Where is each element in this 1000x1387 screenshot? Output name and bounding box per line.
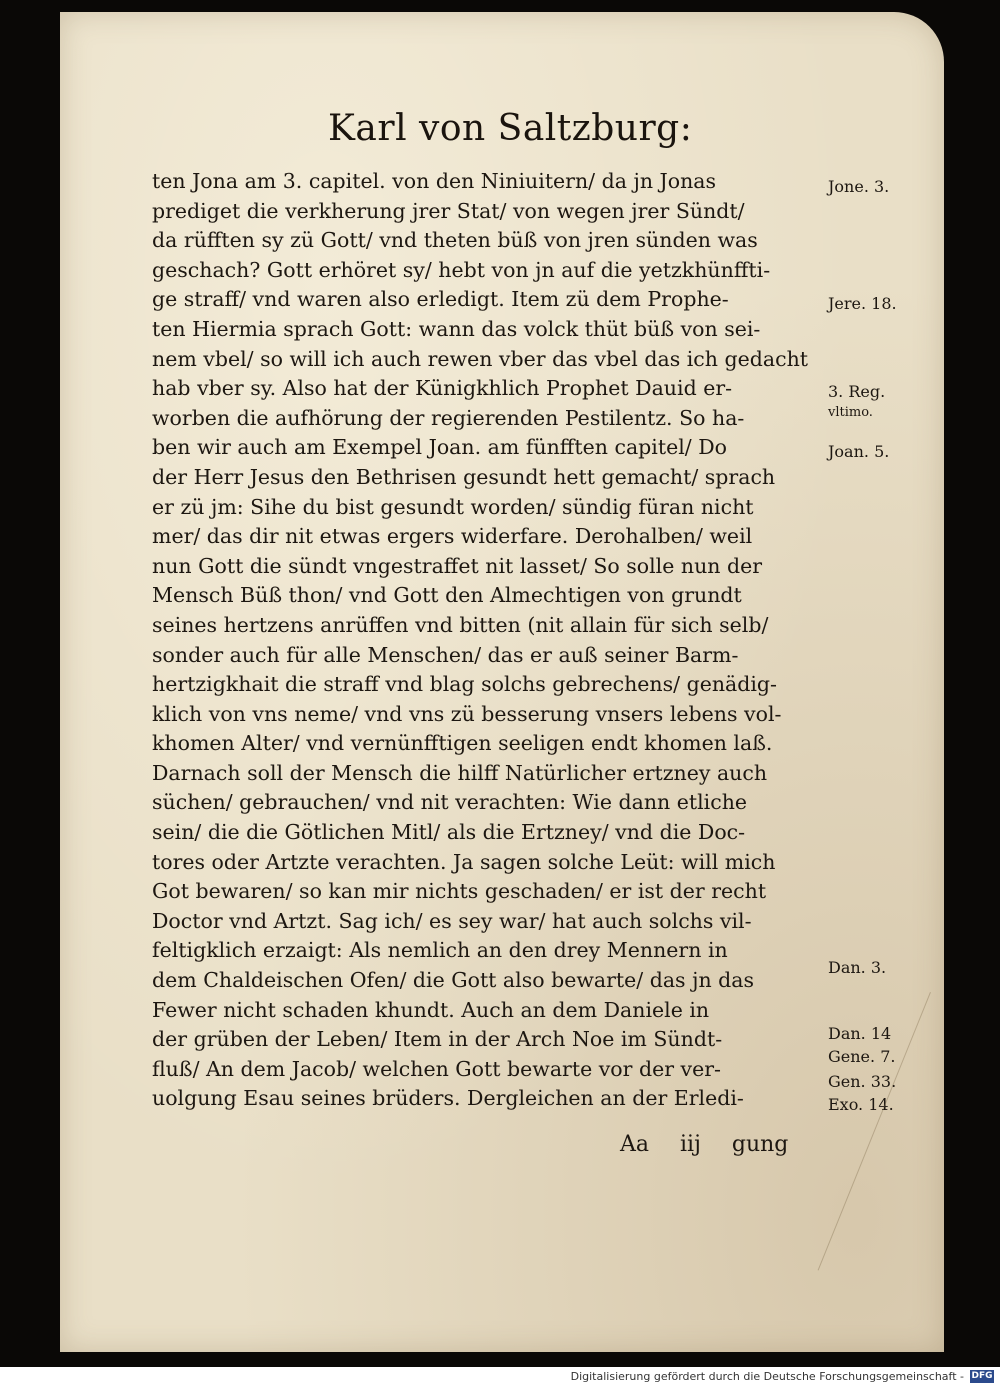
book-page (60, 12, 944, 1352)
margin-note: Gene. 7. (828, 1047, 896, 1066)
dfg-logo: DFG (971, 1371, 993, 1381)
margin-note: Gen. 33. (828, 1072, 897, 1091)
margin-note: vltimo. (828, 405, 873, 420)
text-line: ben wir auch am Exempel Joan. am fünfften capitel/ Do (152, 435, 727, 460)
margin-note: Dan. 3. (828, 958, 887, 977)
digitization-credit: Digitalisierung gefördert durch die Deutsche Forschungsgemeinschaft - (570, 1370, 964, 1383)
text-line: sonder auch für alle Menschen/ das er auß seiner Barm- (152, 642, 739, 667)
margin-note: Jone. 3. (828, 177, 890, 196)
text-line: geschach? Gott erhöret sy/ hebt von jn auf die yetzkhünffti- (152, 257, 771, 282)
text-line: seines hertzens anrüffen vnd bitten (nit allain für sich selb/ (152, 612, 769, 637)
text-line: er zü jm: Sihe du bist gesundt worden/ sündig füran nicht (152, 494, 754, 519)
text-line: da rüfften sy zü Gott/ vnd theten büß von jren sünden was (152, 228, 758, 253)
text-line: ten Jona am 3. capitel. von den Niniuitern/ da jn Jonas (152, 169, 717, 193)
text-line: sein/ die die Götlichen Mitl/ als die Ertzney/ vnd die Doc- (152, 820, 746, 845)
margin-note: Dan. 14 (828, 1024, 892, 1043)
text-line: khomen Alter/ vnd vernünfftigen seeligen endt khomen laß. (152, 731, 773, 756)
text-line: Mensch Büß thon/ vnd Gott den Almechtigen von grundt (152, 583, 742, 608)
text-line: hertzigkhait die straff vnd blag solchs gebrechens/ genädig- (152, 672, 777, 697)
text-line: Darnach soll der Mensch die hilff Natürlicher ertzney auch (152, 760, 768, 785)
text-line: tores oder Artzte verachten. Ja sagen solche Leüt: will mich (152, 849, 776, 874)
text-line: hab vber sy. Also hat der Künigkhlich Prophet Dauid er- (152, 376, 733, 401)
text-line: worben die aufhörung der regierenden Pestilentz. So ha- (152, 405, 745, 430)
margin-note: 3. Reg. (828, 382, 886, 401)
margin-note: Joan. 5. (828, 442, 890, 461)
text-line: der grüben der Leben/ Item in der Arch Noe im Sündt- (152, 1027, 723, 1052)
body-text (152, 167, 832, 1114)
text-line: nun Gott die sündt vngestraffet nit lasset/ So solle nun der (152, 553, 763, 578)
text-line: feltigklich erzaigt: Als nemlich an den drey Mennern in (152, 938, 728, 963)
margin-note: Jere. 18. (828, 294, 897, 313)
text-line: Doctor vnd Artzt. Sag ich/ es sey war/ hat auch solchs vil- (152, 908, 752, 933)
page-header: Karl von Saltzburg: (328, 108, 693, 149)
text-line: der Herr Jesus den Bethrisen gesundt hett gemacht/ sprach (152, 464, 776, 489)
text-line: prediget die verkherung jrer Stat/ von wegen jrer Sündt/ (152, 198, 745, 223)
signature-line (620, 1132, 788, 1157)
text-line: mer/ das dir nit etwas ergers widerfare. Derohalben/ weil (152, 524, 753, 549)
text-line: ge straff/ vnd waren also erledigt. Item zü dem Prophe- (152, 287, 729, 312)
text-line: ten Hiermia sprach Gott: wann das volck thüt büß von sei- (152, 316, 761, 341)
text-line: uolgung Esau seines brüders. Dergleichen an der Erledi- (152, 1086, 744, 1111)
margin-note: Exo. 14. (828, 1095, 894, 1114)
text-line: Fewer nicht schaden khundt. Auch an dem Daniele in (152, 997, 710, 1022)
text-line: Got bewaren/ so kan mir nichts geschaden/ er ist der recht (152, 879, 767, 904)
catchword: gung (731, 1132, 789, 1157)
digitization-credit-bar (0, 1367, 1000, 1387)
text-line: nem vbel/ so will ich auch rewen vber das vbel das ich gedacht (152, 346, 809, 371)
text-line: klich von vns neme/ vnd vns zü besserung vnsers lebens vol- (152, 701, 782, 726)
text-line: fluß/ An dem Jacob/ welchen Gott bewarte vor der ver- (152, 1056, 721, 1081)
text-line: süchen/ gebrauchen/ vnd nit verachten: Wie dann etliche (152, 790, 748, 815)
text-line: dem Chaldeischen Ofen/ die Gott also bewarte/ das jn das (152, 968, 755, 993)
signature-mark: Aa iij (620, 1132, 701, 1157)
